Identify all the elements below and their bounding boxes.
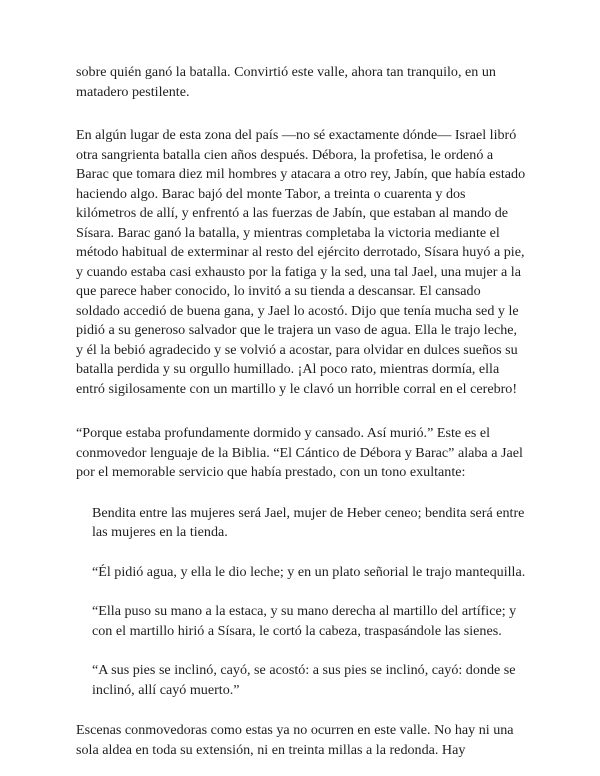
quote-1: Bendita entre las mujeres será Jael, mujer de Heber ceneo; bendita será entre las mujeres en la tienda.	[92, 504, 525, 540]
paragraph-2: En algún lugar de esta zona del país —no sé exactamente dónde— Israel libró otra sangrienta batalla cien años después. Débora, la profetisa, le ordenó a Barac que tomara diez mil hombres y atacara a otro rey, Jabín, que había estado haciendo algo. Barac bajó del monte Tabor, a treinta o cuarenta y dos kilómetros de allí, y enfrentó a las fuerzas de Jabín, que estaban al mando de Sísara. Barac ganó la batalla, y mientras completaba la victoria mediante el método habitual de exterminar al resto del ejército derrotado, Sísara huyó a pie, y cuando estaba casi exhausto por la fatiga y la sed, una tal Jael, una mujer a la que parece haber conocido, lo invitó a su tienda a descansar. El cansado soldado accedió de buena gana, y Jael lo acostó. Dijo que tenía mucha sed y le pidió a su generoso salvador que le trajera un vaso de agua. Ella le trajo leche, y él la bebió agradecido y se volvió a acostar, para olvidar en dulces sueños su batalla perdida y su orgullo humillado. ¡Al poco rato, mientras dormía, ella entró sigilosamente con un martillo y le clavó un horrible corral en el cerebro!	[76, 127, 526, 397]
quote-4: “A sus pies se inclinó, cayó, se acostó: a sus pies se inclinó, cayó: donde se inclinó, allí cayó muerto.”	[92, 662, 516, 698]
paragraph-3: “Porque estaba profundamente dormido y cansado. Así murió.” Este es el conmovedor lenguaje de la Biblia. “El Cántico de Débora y Barac” alaba a Jael por el memorable servicio que había prestado, con un tono exultante:	[76, 425, 523, 480]
quote-2: “Él pidió agua, y ella le dio leche; y en un plato señorial le trajo mantequilla.	[92, 563, 526, 580]
document-page	[76, 63, 526, 760]
quote-3: “Ella puso su mano a la estaca, y su mano derecha al martillo del artífice; y con el martillo hirió a Sísara, le cortó la cabeza, traspasándole las sienes.	[92, 603, 517, 639]
paragraph-1: sobre quién ganó la batalla. Convirtió este valle, ahora tan tranquilo, en un matadero pestilente.	[76, 64, 496, 100]
block-quote	[92, 504, 532, 701]
paragraph-4: Escenas conmovedoras como estas ya no ocurren en este valle. No hay ni una sola aldea en toda su extensión, ni en treinta millas a la redonda. Hay	[76, 722, 514, 758]
